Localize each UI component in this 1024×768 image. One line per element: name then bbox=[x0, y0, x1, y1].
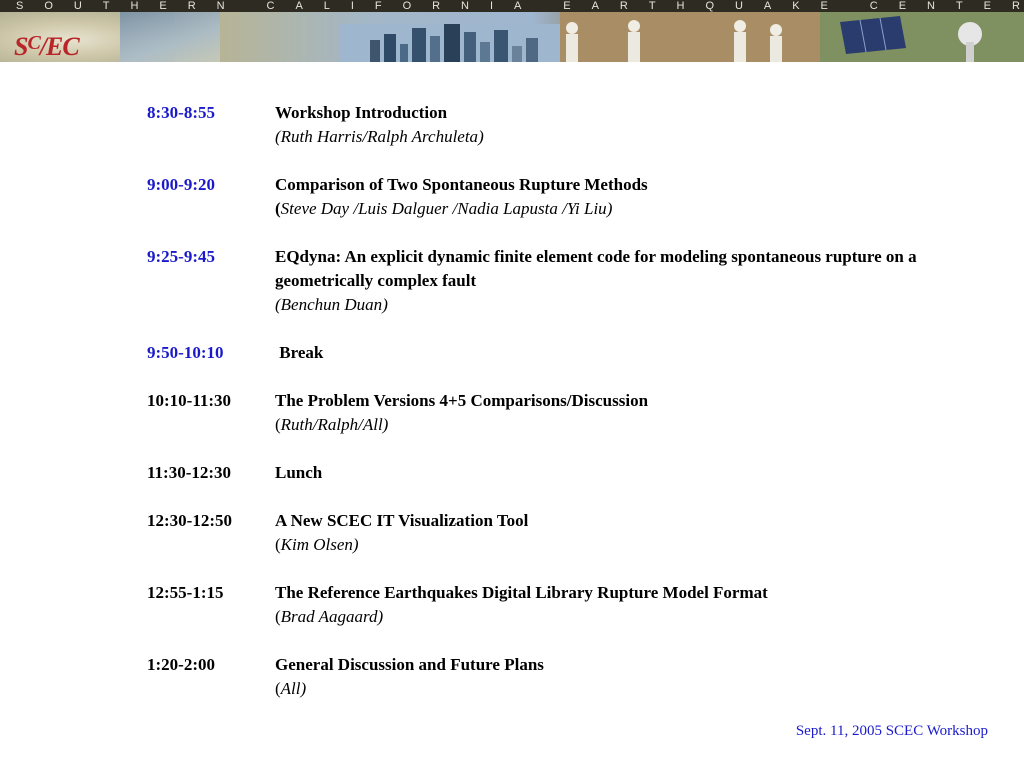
header-banner bbox=[0, 0, 1024, 62]
speaker-open-paren: ( bbox=[275, 679, 281, 698]
banner-letter: T bbox=[102, 0, 110, 12]
agenda-item bbox=[147, 581, 967, 629]
field-team-image bbox=[560, 12, 820, 62]
banner-letter: U bbox=[734, 0, 743, 12]
speaker-close-paren: ) bbox=[478, 127, 484, 146]
agenda-description bbox=[275, 101, 967, 149]
agenda-time: 12:55-1:15 bbox=[147, 583, 224, 602]
banner-letter: H bbox=[676, 0, 685, 12]
banner-letter: H bbox=[130, 0, 139, 12]
agenda-time: 12:30-12:50 bbox=[147, 511, 232, 530]
agenda-speaker bbox=[275, 677, 967, 701]
speaker-open-paren: ( bbox=[275, 295, 281, 314]
agenda-speaker bbox=[275, 125, 967, 149]
agenda-description bbox=[275, 461, 967, 485]
scec-logo: $S^C/EC$ bbox=[14, 32, 79, 61]
agenda-time: 11:30-12:30 bbox=[147, 463, 232, 482]
agenda-item bbox=[147, 341, 967, 365]
agenda-time: 10:10-11:30 bbox=[147, 391, 232, 410]
agenda-title: Lunch bbox=[275, 463, 323, 482]
banner-letter: E bbox=[159, 0, 167, 12]
speaker-close-paren: ) bbox=[606, 199, 613, 218]
agenda-description bbox=[275, 653, 967, 701]
agenda-description bbox=[275, 581, 967, 629]
banner-letter: E bbox=[820, 0, 828, 12]
agenda-time: 9:25-9:45 bbox=[147, 247, 215, 266]
agenda-title: General Discussion and Future Plans bbox=[275, 655, 544, 674]
banner-letter: L bbox=[323, 0, 330, 12]
speaker-name: Kim Olsen bbox=[280, 535, 353, 554]
organization-title-bar bbox=[0, 0, 1024, 12]
agenda-description bbox=[275, 509, 967, 557]
banner-letter: E bbox=[983, 0, 991, 12]
banner-letter: O bbox=[44, 0, 53, 12]
banner-letter: I bbox=[489, 0, 494, 12]
agenda-item bbox=[147, 653, 967, 701]
speaker-name: Ruth Harris/Ralph Archuleta bbox=[280, 127, 479, 146]
speaker-open-paren: ( bbox=[275, 199, 281, 218]
agenda-speaker bbox=[275, 533, 967, 557]
speaker-name: Steve Day /Luis Dalguer /Nadia Lapusta /Yi Liu bbox=[280, 199, 607, 218]
speaker-open-paren: ( bbox=[275, 415, 281, 434]
agenda-item bbox=[147, 461, 967, 485]
agenda-title: The Reference Earthquakes Digital Library Rupture Model Format bbox=[275, 583, 768, 602]
agenda-speaker bbox=[275, 293, 967, 317]
speaker-close-paren: ) bbox=[382, 295, 388, 314]
agenda-item bbox=[147, 245, 967, 317]
banner-letter: I bbox=[350, 0, 354, 12]
banner-letter: A bbox=[295, 0, 303, 12]
banner-letter: A bbox=[591, 0, 599, 12]
banner-letter: E bbox=[898, 0, 907, 12]
banner-letter: N bbox=[927, 0, 935, 12]
agenda-title: Workshop Introduction bbox=[275, 103, 448, 122]
speaker-close-paren: ) bbox=[382, 415, 389, 434]
banner-letter: T bbox=[955, 0, 963, 12]
gps-station-image bbox=[820, 12, 1024, 62]
banner-letter: N bbox=[216, 0, 225, 12]
speaker-open-paren: ( bbox=[275, 607, 281, 626]
agenda-title: The Problem Versions 4+5 Comparisons/Discussion bbox=[275, 391, 649, 410]
agenda-time: 8:30-8:55 bbox=[147, 103, 215, 122]
banner-letter: O bbox=[402, 0, 412, 12]
banner-letter: F bbox=[374, 0, 382, 12]
speaker-close-paren: ) bbox=[377, 607, 384, 626]
agenda-description bbox=[275, 389, 967, 437]
footer-note: Sept. 11, 2005 SCEC Workshop bbox=[795, 723, 988, 739]
agenda-title: Comparison of Two Spontaneous Rupture Methods bbox=[275, 175, 648, 194]
speaker-open-paren: ( bbox=[275, 127, 281, 146]
agenda-description bbox=[275, 245, 967, 317]
agenda-speaker bbox=[275, 605, 967, 629]
banner-letter: K bbox=[792, 0, 800, 12]
banner-letter: Q bbox=[705, 0, 714, 12]
banner-letter: A bbox=[763, 0, 772, 12]
agenda-title: Break bbox=[275, 343, 324, 362]
banner-letter: N bbox=[461, 0, 469, 12]
banner-letter: T bbox=[648, 0, 656, 12]
banner-letter: S bbox=[16, 0, 24, 12]
agenda-item bbox=[147, 509, 967, 557]
agenda-item bbox=[147, 389, 967, 437]
agenda-item bbox=[147, 173, 967, 221]
banner-letter: E bbox=[563, 0, 571, 12]
agenda-title: A New SCEC IT Visualization Tool bbox=[275, 511, 529, 530]
agenda-time: 9:00-9:20 bbox=[147, 175, 215, 194]
agenda-list bbox=[147, 101, 967, 725]
banner-letter: R bbox=[187, 0, 196, 12]
agenda-time: 1:20-2:00 bbox=[147, 655, 215, 674]
speaker-name: Brad Aagaard bbox=[280, 607, 378, 626]
banner-letter: U bbox=[73, 0, 82, 12]
speaker-name: Ruth/Ralph/All bbox=[280, 415, 383, 434]
banner-letter: C bbox=[266, 0, 275, 12]
agenda-speaker bbox=[275, 413, 967, 437]
organization-name bbox=[16, 0, 1020, 12]
agenda-description bbox=[275, 341, 967, 365]
coastline-image bbox=[120, 12, 220, 62]
speaker-open-paren: ( bbox=[275, 535, 281, 554]
banner-letter: R bbox=[619, 0, 628, 12]
speaker-close-paren: ) bbox=[352, 535, 359, 554]
banner-letter: R bbox=[432, 0, 441, 12]
city-skyline-image bbox=[340, 24, 560, 62]
agenda-time: 9:50-10:10 bbox=[147, 343, 224, 362]
banner-letter: A bbox=[513, 0, 522, 12]
agenda-description bbox=[275, 173, 967, 221]
speaker-name: All bbox=[280, 679, 301, 698]
agenda-title: EQdyna: An explicit dynamic finite element code for modeling spontaneous rupture on a geometrically complex fault bbox=[275, 247, 921, 290]
speaker-close-paren: ) bbox=[300, 679, 307, 698]
speaker-name: Benchun Duan bbox=[280, 295, 383, 314]
agenda-speaker bbox=[275, 197, 967, 221]
banner-letter: R bbox=[1011, 0, 1020, 12]
agenda-item bbox=[147, 101, 967, 149]
banner-letter: C bbox=[869, 0, 878, 12]
